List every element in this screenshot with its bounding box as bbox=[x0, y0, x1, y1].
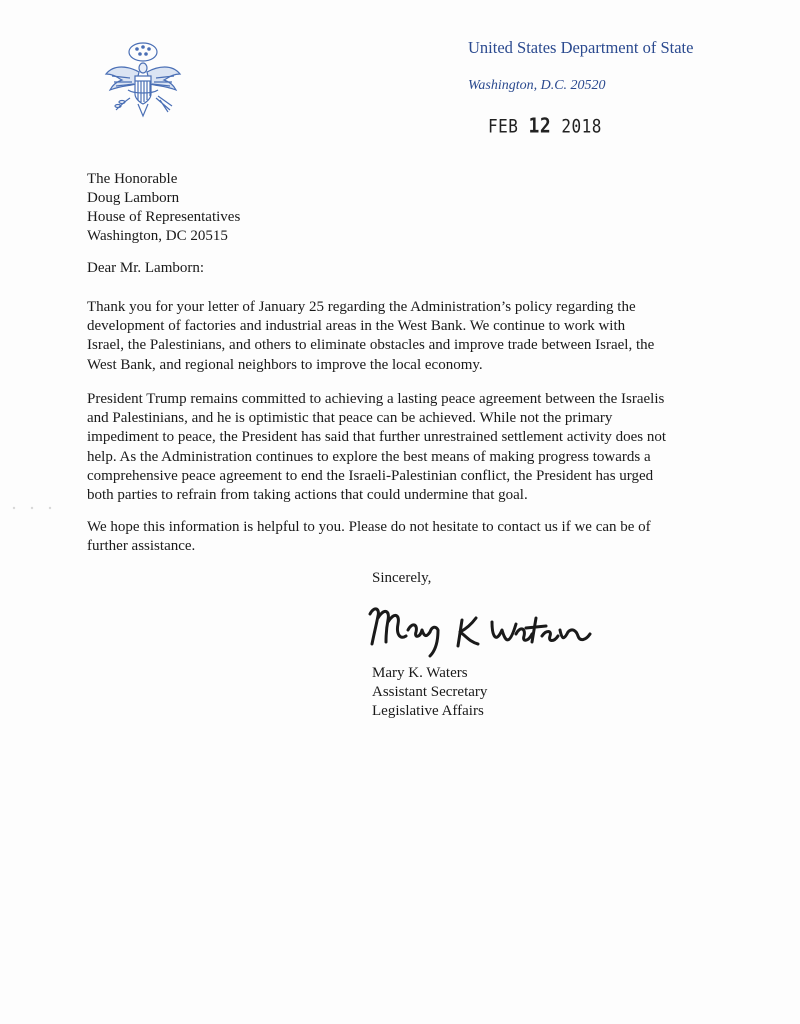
salutation: Dear Mr. Lamborn: bbox=[87, 260, 205, 276]
scan-artifact-dots bbox=[8, 504, 58, 512]
paragraph-line: further assistance. bbox=[87, 538, 196, 555]
paragraph-line: West Bank, and regional neighbors to improve the local economy. bbox=[87, 356, 483, 373]
signer-block bbox=[372, 664, 487, 721]
body-paragraph-2 bbox=[87, 390, 707, 505]
recipient-line: Washington, DC 20515 bbox=[87, 228, 228, 244]
signer-office: Legislative Affairs bbox=[372, 703, 484, 719]
closing: Sincerely, bbox=[372, 570, 432, 586]
paragraph-line: and Palestinians, and he is optimistic that peace can be achieved. While not the primary bbox=[87, 410, 613, 427]
paragraph-line: development of factories and industrial areas in the West Bank. We continue to work with bbox=[87, 318, 626, 335]
signer-title: Assistant Secretary bbox=[372, 684, 488, 700]
recipient-line: House of Representatives bbox=[87, 209, 241, 225]
recipient-line: The Honorable bbox=[87, 171, 178, 187]
recipient-line: Doug Lamborn bbox=[87, 190, 180, 206]
paragraph-line: comprehensive peace agreement to end the Israeli-Palestinian conflict, the President has urged bbox=[87, 467, 654, 484]
date-stamp bbox=[488, 114, 602, 138]
paragraph-line: Thank you for your letter of January 25 regarding the Administration’s policy regarding the bbox=[87, 299, 636, 315]
paragraph-line: help. As the Administration continues to explore the best means of making progress towards a bbox=[87, 448, 651, 465]
paragraph-line: President Trump remains committed to achieving a lasting peace agreement between the Israelis bbox=[87, 391, 665, 407]
letterhead-department: United States Department of State bbox=[468, 38, 694, 57]
paragraph-line: impediment to peace, the President has said that further unrestrained settlement activity does not bbox=[87, 429, 666, 446]
signer-name: Mary K. Waters bbox=[372, 665, 468, 681]
letterhead-address: Washington, D.C. 20520 bbox=[468, 78, 606, 93]
paragraph-line: both parties to refrain from taking actions that could undermine that goal. bbox=[87, 487, 528, 504]
paragraph-line: We hope this information is helpful to you. Please do not hesitate to contact us if we can be of bbox=[87, 519, 651, 535]
recipient-block bbox=[87, 170, 240, 246]
date-day: 12 bbox=[528, 114, 552, 139]
body-paragraph-3 bbox=[87, 518, 707, 556]
great-seal-icon bbox=[100, 36, 186, 126]
date-year: 2018 bbox=[561, 115, 602, 137]
body-paragraph-1 bbox=[87, 298, 707, 375]
handwritten-signature bbox=[366, 600, 596, 660]
date-month: FEB bbox=[488, 115, 519, 137]
paragraph-line: Israel, the Palestinians, and others to eliminate obstacles and improve trade between Israel, the bbox=[87, 337, 655, 354]
